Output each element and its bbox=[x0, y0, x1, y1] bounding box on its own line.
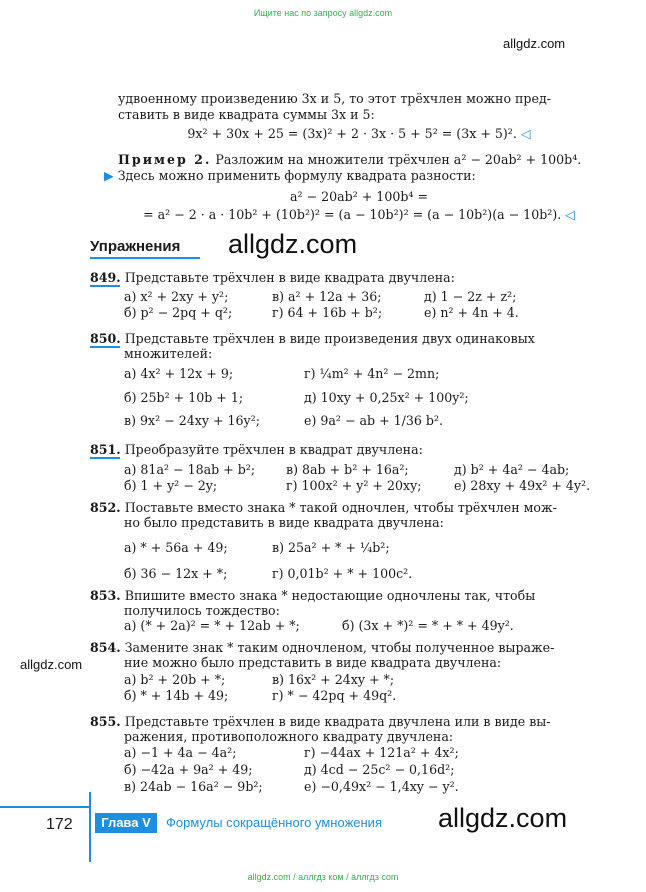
ex849-item: д) 1 − 2z + z²; bbox=[424, 289, 517, 304]
ex852-item: а) * + 56a + 49; bbox=[124, 540, 228, 555]
ex851-item: д) b² + 4a² − 4ab; bbox=[454, 462, 570, 477]
exercise-852: 852. Поставьте вместо знака * такой одночлен, чтобы трёхчлен мож- bbox=[90, 500, 557, 515]
exercise-850: 850. Представьте трёхчлен в виде произведения двух одинаковых bbox=[90, 331, 535, 346]
section-heading: Упражнения bbox=[90, 238, 181, 255]
ex855-item: а) −1 + 4a − 4a²; bbox=[124, 745, 237, 760]
start-mark-icon: ▶ bbox=[104, 168, 114, 183]
exercise-853: 853. Впишите вместо знака * недостающие одночлены так, чтобы bbox=[90, 588, 536, 603]
exercise-853-line-2: получилось тождество: bbox=[124, 603, 280, 618]
ex855-item: е) −0,49x² − 1,4xy − y². bbox=[304, 779, 459, 794]
ex851-item: в) 8ab + b² + 16a²; bbox=[286, 462, 409, 477]
ex850-item: в) 9x² − 24xy + 16y²; bbox=[124, 413, 260, 428]
ex849-item: г) 64 + 16b + b²; bbox=[272, 305, 383, 320]
ex852-item: б) 36 − 12x + *; bbox=[124, 566, 228, 581]
ex855-item: б) −42a + 9a² + 49; bbox=[124, 762, 253, 777]
end-mark-icon: ◁ bbox=[520, 126, 531, 141]
ex855-item: д) 4cd − 25c² − 0,16d²; bbox=[304, 762, 455, 777]
ex850-item: б) 25b² + 10b + 1; bbox=[124, 390, 244, 405]
ex849-item: е) n² + 4n + 4. bbox=[424, 305, 519, 320]
watermark-2: allgdz.com bbox=[20, 657, 83, 672]
exercise-number-underline bbox=[90, 346, 120, 348]
ex854-item: г) * − 42pq + 49q². bbox=[272, 688, 397, 703]
ex850-item: д) 10xy + 0,25x² + 100y²; bbox=[304, 390, 469, 405]
ex849-item: б) p² − 2pq + q²; bbox=[124, 305, 233, 320]
exercise-854-line-2: ние можно было представить в виде квадрата двучлена: bbox=[124, 655, 502, 670]
exercise-number-underline bbox=[90, 285, 120, 287]
page-number: 172 bbox=[46, 816, 73, 833]
example-2: Пример 2. Разложим на множители трёхчлен a² − 20ab² + 100b⁴. bbox=[118, 152, 582, 167]
ex851-item: б) 1 + y² − 2y; bbox=[124, 478, 218, 493]
intro-line-2: ставить в виде квадрата суммы 3x и 5: bbox=[118, 107, 375, 122]
exercise-number-underline bbox=[90, 457, 120, 459]
ex850-item: е) 9a² − ab + 1/36 b². bbox=[304, 413, 444, 428]
bottom-links[interactable]: allgdz.com / аллгдз ком / аллгдз com bbox=[247, 872, 399, 882]
ex852-item: в) 25a² + * + ¼b²; bbox=[272, 540, 390, 555]
watermark-1: allgdz.com bbox=[228, 229, 358, 259]
exercise-849: 849. Представьте трёхчлен в виде квадрата двучлена: bbox=[90, 270, 455, 285]
end-mark-icon: ◁ bbox=[565, 207, 575, 222]
site-watermark-top: allgdz.com bbox=[503, 36, 566, 51]
ex854-item: б) * + 14b + 49; bbox=[124, 688, 229, 703]
ex849-item: а) x² + 2xy + y²; bbox=[124, 289, 229, 304]
example-2-line-2: ▶ Здесь можно применить формулу квадрата разности: bbox=[104, 168, 476, 183]
example-label: Пример 2. bbox=[118, 152, 212, 167]
example-formula-1: a² − 20ab² + 100b⁴ = bbox=[289, 189, 429, 204]
ex851-item: а) 81a² − 18ab + b²; bbox=[124, 462, 256, 477]
footer-divider bbox=[89, 792, 91, 862]
chapter-title: Формулы сокращённого умножения bbox=[166, 815, 382, 830]
exercise-852-line-2: но было представить в виде квадрата двучлена: bbox=[124, 515, 444, 530]
exercise-850-line-2: множителей: bbox=[124, 346, 213, 361]
ex851-item: е) 28xy + 49x² + 4y². bbox=[454, 478, 591, 493]
ex853-item: а) (* + 2a)² = * + 12ab + *; bbox=[124, 618, 300, 633]
intro-line-1: удвоенному произведению 3x и 5, то этот трёхчлен можно пред- bbox=[118, 91, 551, 106]
exercise-855: 855. Представьте трёхчлен в виде квадрата двучлена или в виде вы- bbox=[90, 714, 551, 729]
ex851-item: г) 100x² + y² + 20xy; bbox=[286, 478, 422, 493]
chapter-badge: Глава V bbox=[95, 813, 157, 833]
ex854-item: а) b² + 20b + *; bbox=[124, 672, 226, 687]
ex850-item: а) 4x² + 12x + 9; bbox=[124, 366, 234, 381]
exercise-854: 854. Замените знак * таким одночленом, чтобы полученное выраже- bbox=[90, 640, 555, 655]
ex852-item: г) 0,01b² + * + 100c². bbox=[272, 566, 413, 581]
ex855-item: г) −44ax + 121a² + 4x²; bbox=[304, 745, 459, 760]
ex853-item: б) (3x + *)² = * + * + 49y². bbox=[342, 618, 514, 633]
exercise-851: 851. Преобразуйте трёхчлен в квадрат двучлена: bbox=[90, 442, 423, 457]
exercise-855-line-2: ражения, противоположного квадрату двучлена: bbox=[124, 729, 454, 744]
footer-rule bbox=[0, 806, 91, 808]
ex855-item: в) 24ab − 16a² − 9b²; bbox=[124, 779, 263, 794]
heading-underline bbox=[90, 257, 200, 259]
ex854-item: в) 16x² + 24xy + *; bbox=[272, 672, 395, 687]
ex849-item: в) a² + 12a + 36; bbox=[272, 289, 382, 304]
intro-formula: 9x² + 30x + 25 = (3x)² + 2 · 3x · 5 + 5² = (3x + 5)². ◁ bbox=[187, 126, 531, 141]
example-formula-2: = a² − 2 · a · 10b² + (10b²)² = (a − 10b²)² = (a − 10b²)(a − 10b²). ◁ bbox=[143, 207, 575, 222]
top-search-link[interactable]: Ищите нас по запросу allgdz.com bbox=[253, 8, 393, 18]
ex850-item: г) ¼m² + 4n² − 2mn; bbox=[304, 366, 440, 381]
watermark-3: allgdz.com bbox=[438, 803, 568, 833]
